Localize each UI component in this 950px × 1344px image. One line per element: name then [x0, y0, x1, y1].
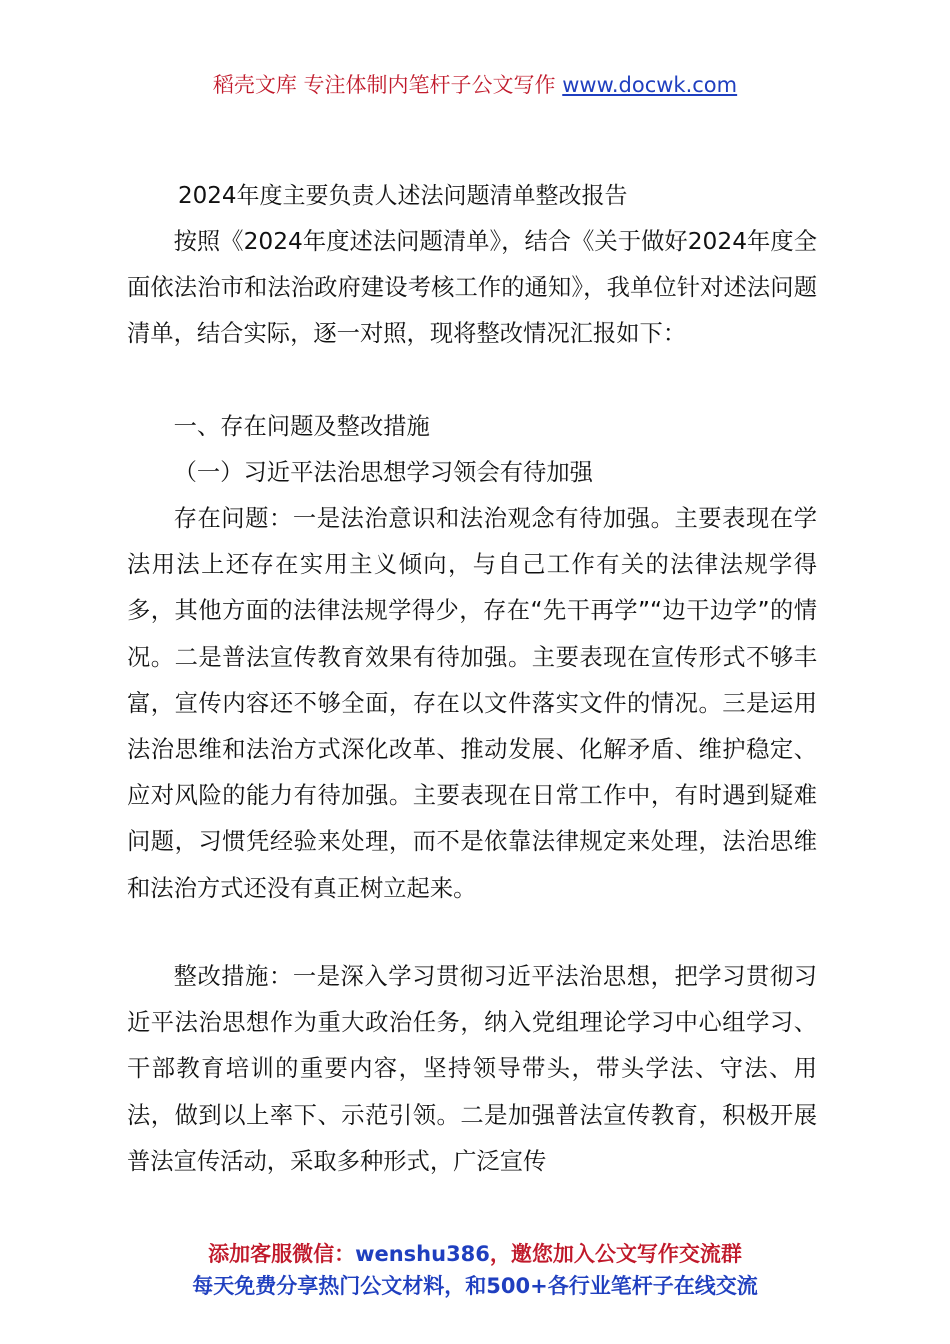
footer-wechat-prefix: 添加客服微信： [208, 1242, 356, 1266]
section-heading: 一、存在问题及整改措施 [173, 413, 430, 440]
footer-wechat-line [0, 1238, 950, 1270]
document-title: 2024年度主要负责人述法问题清单整改报告 [178, 183, 628, 209]
site-header [0, 70, 950, 100]
site-url-link[interactable]: www.docwk.com [562, 73, 738, 97]
problem-text: 存在问题：一是法治意识和法治观念有待加强。主要表现在学法用法上还存在实用主义倾向，与自己工作有关的法律法规学得多，其他方面的法律法规学得少，存在“先干再学”“边干边学”的情况。二是普法宣传教育效果有待加强。主要表现在宣传形式不够丰富，宣传内容还不够全面，存在以文件落实文件的情况。三是运用法治思维和法治方式深化改革、推动发展、化解矛盾、维护稳定、应对风险的能力有待加强。主要表现在日常工作中，有时遇到疑难问题，习惯凭经验来处理，而不是依靠法律规定来处理，法治思维和法治方式还没有真正树立起来。 [127, 505, 817, 902]
site-brand: 稻壳文库 专注体制内笔杆子公文写作 [212, 73, 556, 97]
intro-text: 按照《2024年度述法问题清单》，结合《关于做好2024年度全面依法治市和法治政府建设考核工作的通知》，我单位针对述法问题清单，结合实际，逐一对照，现将整改情况汇报如下： [127, 228, 817, 348]
footer-wechat-suffix: ，邀您加入公文写作交流群 [489, 1242, 742, 1266]
problem-paragraph [127, 496, 817, 912]
measures-paragraph [127, 954, 817, 1185]
footer-share-line: 每天免费分享热门公文材料，和500+各行业笔杆子在线交流 [192, 1274, 758, 1298]
measures-text: 整改措施：一是深入学习贯彻习近平法治思想，把学习贯彻习近平法治思想作为重大政治任务，纳入党组理论学习中心组学习、干部教育培训的重要内容，坚持领导带头，带头学法、守法、用法，做到以上率下、示范引领。二是加强普法宣传教育，积极开展普法宣传活动，采取多种形式，广泛宣传 [127, 963, 817, 1175]
footer-wechat-id: wenshu386 [355, 1242, 490, 1266]
subsection-heading: （一）习近平法治思想学习领会有待加强 [173, 459, 593, 486]
intro-paragraph [127, 219, 817, 358]
